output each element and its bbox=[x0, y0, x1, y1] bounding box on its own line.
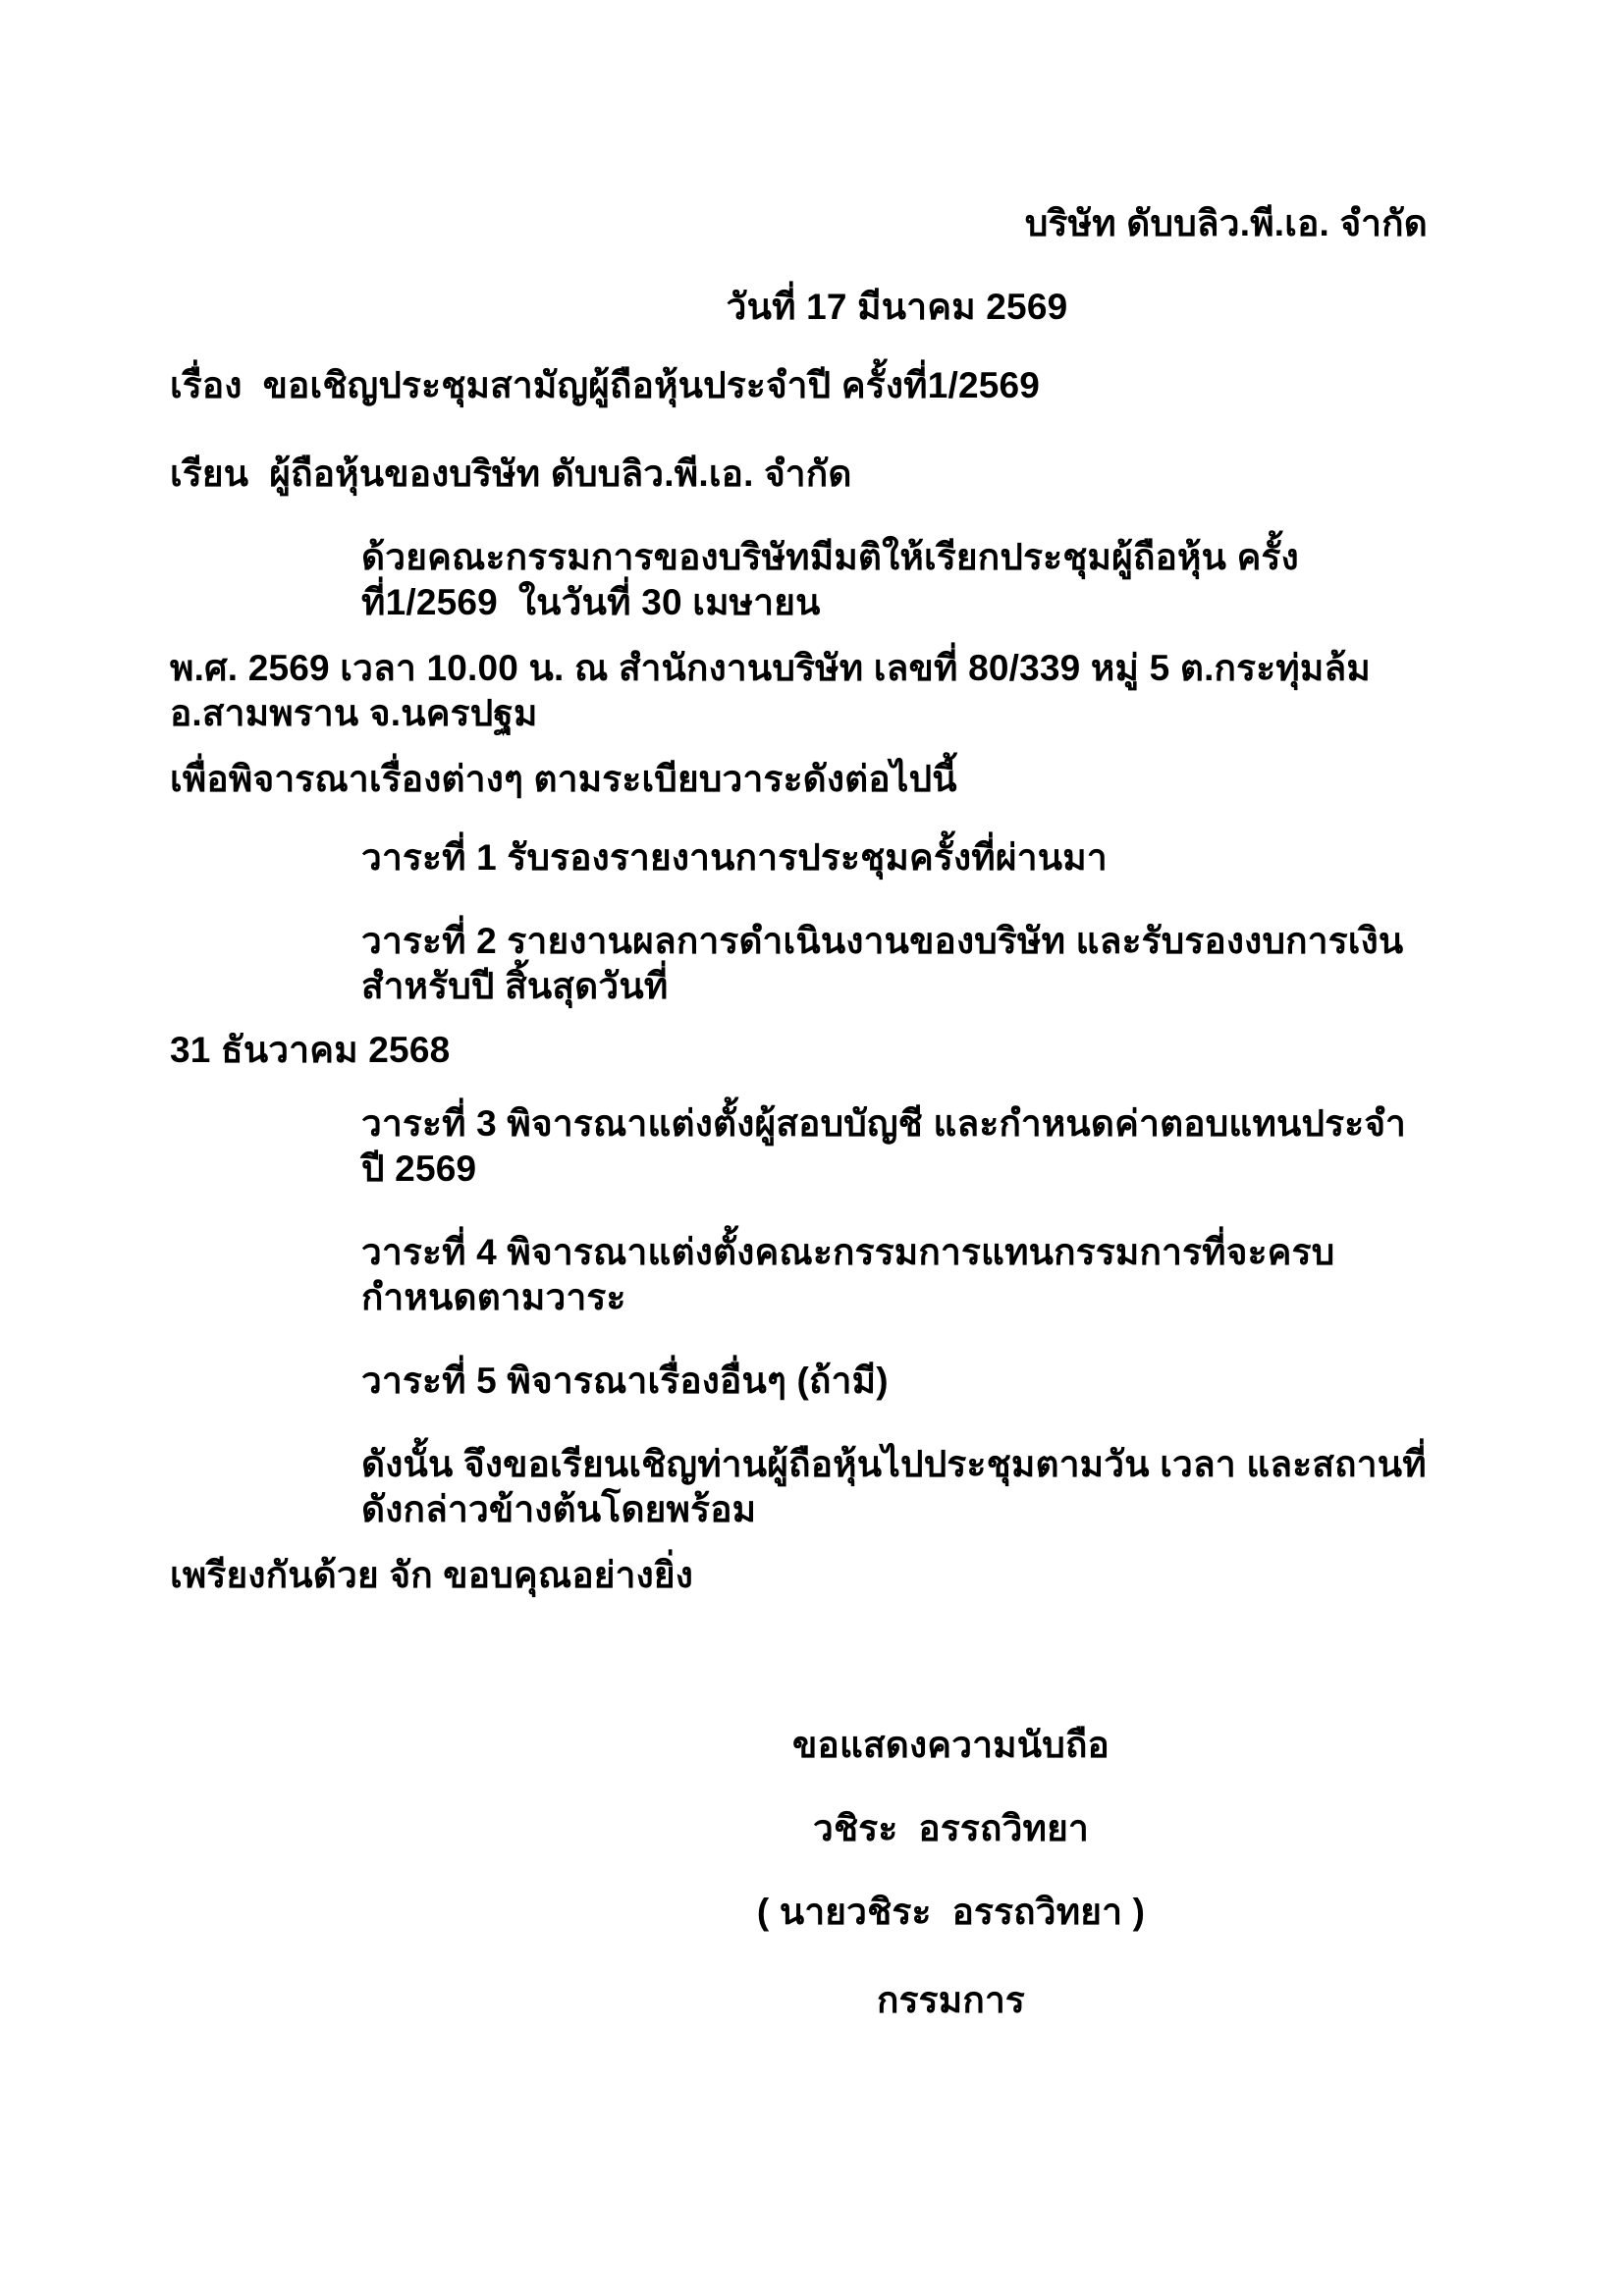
signoff-line: ขอแสดงความนับถือ bbox=[792, 1725, 1110, 1765]
closing-line-1: ดังนั้น จึงขอเรียนเชิญท่านผู้ถือหุ้นไปประชุมตามวัน เวลา และสถานที่ดังกล่าวข้างต้นโดยพร้อม bbox=[361, 1444, 1427, 1529]
intro-line-3: เพื่อพิจารณาเรื่องต่างๆ ตามระเบียบวาระดังต่อไปนี้ bbox=[170, 759, 957, 799]
signature-title: กรรมการ bbox=[877, 1980, 1025, 2020]
agenda-item-1: วาระที่ 1 รับรองรายงานการประชุมครั้งที่ผ่านมา bbox=[361, 837, 1108, 878]
salutation-line: เรียน ผู้ถือหุ้นของบริษัท ดับบลิว.พี.เอ. จำกัด bbox=[170, 454, 852, 494]
agenda-item-3: วาระที่ 3 พิจารณาแต่งตั้งผู้สอบบัญชี และกำหนดค่าตอบแทนประจำปี 2569 bbox=[361, 1103, 1407, 1189]
company-name: บริษัท ดับบลิว.พี.เอ. จำกัด bbox=[1024, 203, 1428, 243]
agenda-item-5: วาระที่ 5 พิจารณาเรื่องอื่นๆ (ถ้ามี) bbox=[361, 1361, 889, 1401]
signature-name-parenthesized: ( นายวชิระ อรรถวิทยา ) bbox=[756, 1892, 1146, 1932]
agenda-item-2: วาระที่ 2 รายงานผลการดำเนินงานของบริษัท และรับรองงบการเงินสำหรับปี สิ้นสุดวันที่ bbox=[361, 921, 1404, 1006]
closing-line-2: เพรียงกันด้วย จัก ขอบคุณอย่างยิ่ง bbox=[170, 1555, 694, 1595]
agenda-item-4: วาระที่ 4 พิจารณาแต่งตั้งคณะกรรมการแทนกรรมการที่จะครบกำหนดตามวาระ bbox=[361, 1232, 1335, 1317]
agenda-item-2-continued: 31 ธันวาคม 2568 bbox=[170, 1030, 451, 1070]
intro-line-1: ด้วยคณะกรรมการของบริษัทมีมติให้เรียกประชุมผู้ถือหุ้น ครั้งที่1/2569 ในวันที่ 30 เมษายน bbox=[361, 537, 1299, 622]
signature-name: วชิระ อรรถวิทยา bbox=[813, 1808, 1089, 1848]
letter-date: วันที่ 17 มีนาคม 2569 bbox=[726, 287, 1068, 327]
intro-line-2: พ.ศ. 2569 เวลา 10.00 น. ณ สำนักงานบริษัท เลขที่ 80/339 หมู่ 5 ต.กระทุ่มล้ม อ.สามพราน จ.นครปฐม bbox=[170, 648, 1381, 733]
subject-line: เรื่อง ขอเชิญประชุมสามัญผู้ถือหุ้นประจำปี ครั้งที่1/2569 bbox=[170, 365, 1041, 405]
